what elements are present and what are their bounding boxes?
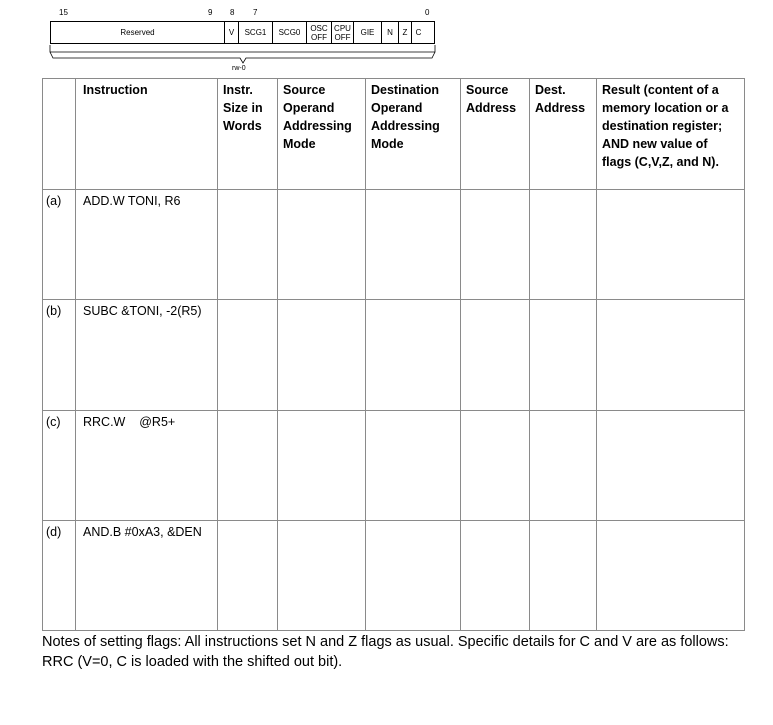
field-z: Z xyxy=(399,22,412,43)
field-scg0: SCG0 xyxy=(273,22,307,43)
row-instruction: ADD.W TONI, R6 xyxy=(76,190,218,300)
register-access-label: rw-0 xyxy=(232,65,246,72)
answer-cell[interactable] xyxy=(461,300,530,410)
table-row xyxy=(43,410,745,520)
field-scg1: SCG1 xyxy=(239,22,273,43)
answer-cell[interactable] xyxy=(530,190,597,300)
header-destination-mode: Destination Operand Addressing Mode xyxy=(366,79,461,190)
answer-cell[interactable] xyxy=(218,410,278,520)
header-dest-address: Dest. Address xyxy=(530,79,597,190)
header-instr-size: Instr. Size in Words xyxy=(218,79,278,190)
field-c: C xyxy=(415,28,422,37)
header-label xyxy=(43,79,76,190)
field-oscoff-top: OSC xyxy=(310,23,328,33)
table-row xyxy=(43,520,745,630)
answer-cell[interactable] xyxy=(218,520,278,630)
row-label: (c) xyxy=(43,410,76,520)
answer-cell[interactable] xyxy=(461,410,530,520)
answer-cell[interactable] xyxy=(366,190,461,300)
instruction-table xyxy=(42,78,745,631)
answer-cell[interactable] xyxy=(218,300,278,410)
header-result: Result (content of a memory location or a destination register; AND new value of flags (C,V,Z, and N). xyxy=(597,79,745,190)
row-label: (a) xyxy=(43,190,76,300)
header-instruction: Instruction xyxy=(76,79,218,190)
bit-number-7: 7 xyxy=(253,8,258,17)
answer-cell[interactable] xyxy=(530,520,597,630)
answer-cell[interactable] xyxy=(278,300,366,410)
header-source-mode: Source Operand Addressing Mode xyxy=(278,79,366,190)
answer-cell[interactable] xyxy=(530,300,597,410)
field-v: V xyxy=(225,22,239,43)
answer-cell[interactable] xyxy=(278,410,366,520)
table-header-row xyxy=(43,79,745,190)
field-oscoff-bottom: OFF xyxy=(311,32,327,42)
answer-cell[interactable] xyxy=(366,300,461,410)
register-brace-lines xyxy=(0,0,773,80)
table-row xyxy=(43,190,745,300)
answer-cell[interactable] xyxy=(461,190,530,300)
bit-number-0: 0 xyxy=(425,8,430,17)
answer-cell[interactable] xyxy=(530,410,597,520)
field-gie: GIE xyxy=(354,22,382,43)
row-instruction: AND.B #0xA3, &DEN xyxy=(76,520,218,630)
answer-cell[interactable] xyxy=(278,520,366,630)
answer-cell[interactable] xyxy=(366,520,461,630)
flag-notes: Notes of setting flags: All instructions set N and Z flags as usual. Specific details for C and V are as follows: RRC (V=0, C is loaded with the shifted out bit). xyxy=(42,634,729,670)
row-instruction: SUBC &TONI, -2(R5) xyxy=(76,300,218,410)
answer-cell[interactable] xyxy=(597,410,745,520)
answer-cell[interactable] xyxy=(278,190,366,300)
bit-number-15: 15 xyxy=(59,8,68,17)
row-instruction: RRC.W @R5+ xyxy=(76,410,218,520)
answer-cell[interactable] xyxy=(461,520,530,630)
bit-number-9: 9 xyxy=(208,8,213,17)
table-row xyxy=(43,300,745,410)
status-register-diagram xyxy=(0,0,773,80)
header-source-address: Source Address xyxy=(461,79,530,190)
answer-cell[interactable] xyxy=(218,190,278,300)
field-cpuoff-bottom: OFF xyxy=(334,32,351,42)
field-reserved: Reserved xyxy=(51,22,225,43)
field-cpuoff-top: CPU xyxy=(334,23,351,33)
answer-cell[interactable] xyxy=(597,190,745,300)
answer-cell[interactable] xyxy=(366,410,461,520)
field-n: N xyxy=(382,22,399,43)
row-label: (b) xyxy=(43,300,76,410)
bit-number-8: 8 xyxy=(230,8,235,17)
row-label: (d) xyxy=(43,520,76,630)
answer-cell[interactable] xyxy=(597,300,745,410)
answer-cell[interactable] xyxy=(597,520,745,630)
